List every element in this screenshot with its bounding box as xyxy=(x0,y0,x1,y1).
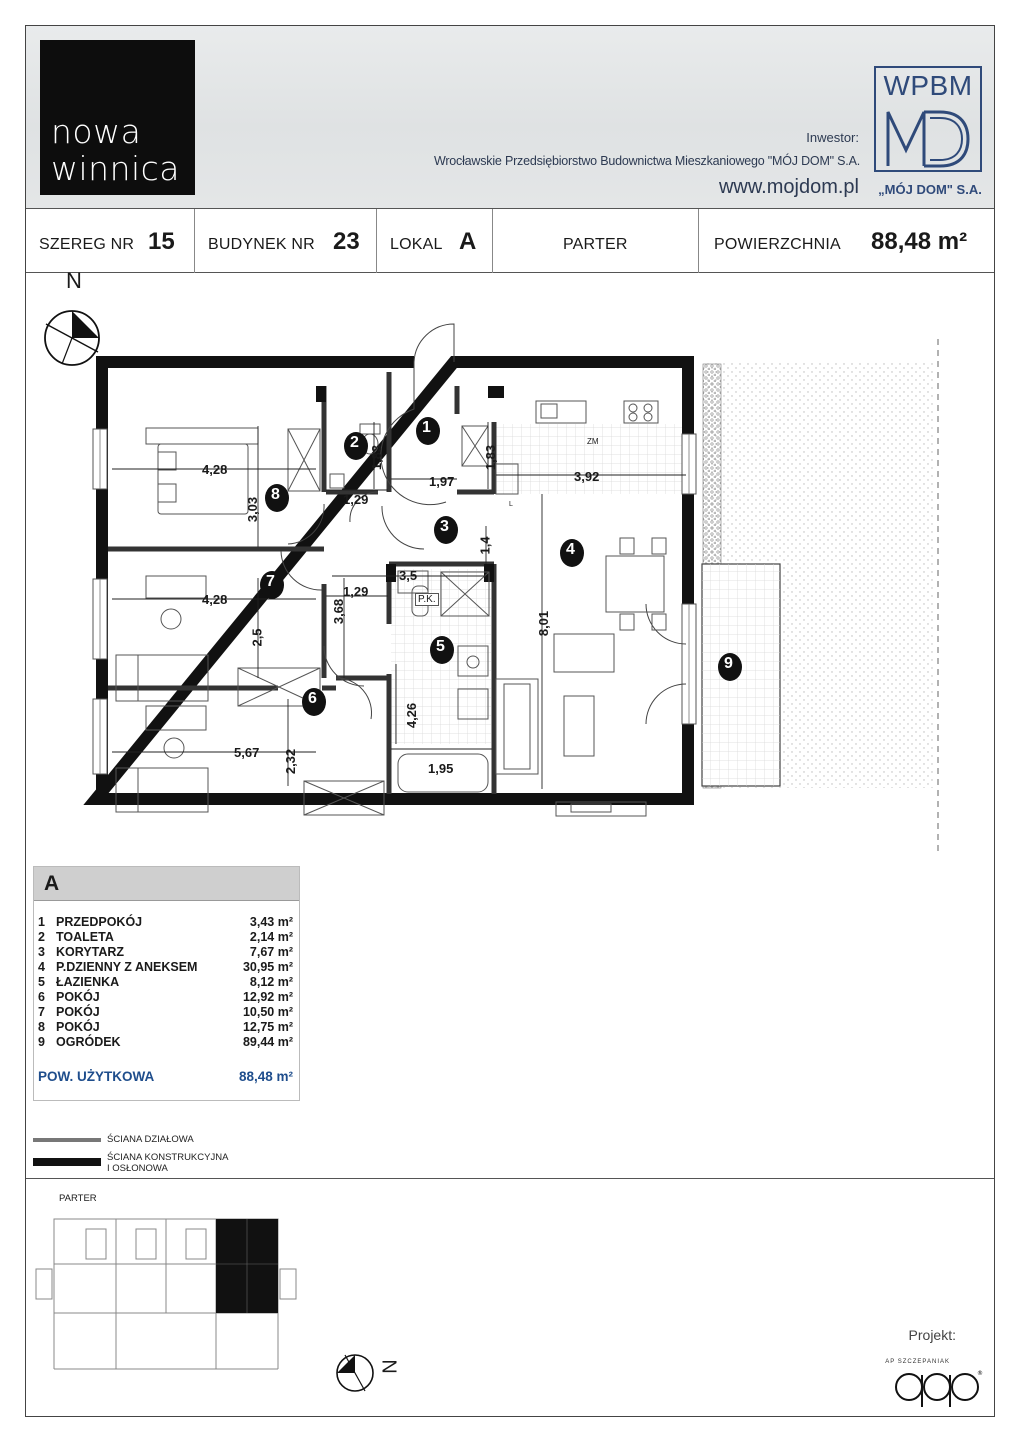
legend-row xyxy=(38,990,293,1005)
wall-key-structural xyxy=(33,1152,263,1176)
legend-row xyxy=(38,1035,293,1050)
room-legend xyxy=(33,866,300,1101)
dim-bedroom8-depth: 3,03 xyxy=(245,496,261,523)
structural-wall-label-1: ŚCIANA KONSTRUKCYJNA xyxy=(107,1152,229,1163)
room-number-8[interactable]: 8 xyxy=(271,486,280,503)
legend-row-number: 2 xyxy=(38,930,45,944)
legend-row-area: 8,12 m² xyxy=(249,975,293,989)
budynek-value: 23 xyxy=(333,228,360,255)
area-value: 88,48 m² xyxy=(871,228,968,255)
lokal-cell xyxy=(377,209,493,273)
legend-row-area: 2,14 m² xyxy=(249,930,293,944)
dim-bedroom6-width: 5,67 xyxy=(234,745,260,760)
legend-row-area: 12,92 m² xyxy=(242,990,293,1004)
dim-corridor-length2: 3,68 xyxy=(331,598,347,625)
dim-kitchen-width: 3,92 xyxy=(574,469,600,484)
legend-row-number: 5 xyxy=(38,975,45,989)
fridge-label: ZM xyxy=(587,437,599,446)
room-number-9[interactable]: 9 xyxy=(724,655,733,672)
investor-name: Wrocławskie Przedsiębiorstwo Budownictwa Mieszkaniowego "MÓJ DOM" S.A. xyxy=(433,154,860,168)
budynek-cell xyxy=(195,209,377,273)
partition-wall-swatch xyxy=(33,1138,101,1142)
room-number-2[interactable]: 2 xyxy=(350,434,359,451)
dim-bathroom-depth: 4,26 xyxy=(404,702,420,729)
dim-corridor-length: 3,5 xyxy=(399,568,418,583)
logo-line2: winnica xyxy=(51,149,181,188)
room-number-4[interactable]: 4 xyxy=(566,541,575,558)
legend-row-name: POKÓJ xyxy=(56,1020,100,1034)
architect-name: AP SZCZEPANIAK xyxy=(885,1359,950,1365)
dim-bedroom8-width: 4,28 xyxy=(202,462,228,477)
legend-row-area: 10,50 m² xyxy=(242,1005,293,1019)
legend-row-area: 12,75 m² xyxy=(242,1020,293,1034)
usable-area-value: 88,48 m² xyxy=(238,1069,293,1084)
szereg-label: SZEREG NR xyxy=(39,236,135,253)
usable-area-summary xyxy=(38,1069,293,1084)
area-cell xyxy=(699,209,994,273)
legend-row-name: TOALETA xyxy=(56,930,114,944)
key-plan-north-label: N xyxy=(379,1359,402,1374)
floor-plan xyxy=(26,268,994,854)
dim-wc-depth: 1,83 xyxy=(369,444,385,471)
room-number-1[interactable]: 1 xyxy=(422,419,431,436)
legend-row xyxy=(38,915,293,930)
l-label: L xyxy=(509,501,513,508)
legend-row-name: OGRÓDEK xyxy=(56,1035,121,1049)
north-compass-icon xyxy=(45,311,99,365)
room-number-3[interactable]: 3 xyxy=(440,518,449,535)
dim-bedroom7-depth: 2,5 xyxy=(249,628,265,647)
sheet-frame xyxy=(25,25,995,1417)
legend-row-name: ŁAZIENKA xyxy=(56,975,120,989)
wpbm-tagline: „MÓJ DOM" S.A. xyxy=(878,182,982,197)
usable-area-label: POW. UŻYTKOWA xyxy=(38,1069,155,1084)
lokal-label: LOKAL xyxy=(390,236,443,253)
structural-wall-label-2: I OSŁONOWA xyxy=(107,1163,168,1174)
footer xyxy=(26,1178,994,1418)
legend-row xyxy=(38,975,293,990)
floor-cell xyxy=(493,209,699,273)
svg-text:®: ® xyxy=(977,1370,983,1377)
header xyxy=(26,26,994,209)
key-plan-label: PARTER xyxy=(59,1193,97,1204)
lokal-value: A xyxy=(459,228,477,255)
wall-key-partition xyxy=(33,1134,263,1148)
legend-row-number: 9 xyxy=(38,1035,45,1049)
dim-living-depth: 8,01 xyxy=(536,610,552,637)
legend-row-name: P.DZIENNY Z ANEKSEM xyxy=(56,960,198,974)
szereg-value: 15 xyxy=(148,228,175,255)
legend-row-area: 7,67 m² xyxy=(249,945,293,959)
dim-hall-depth: 1,83 xyxy=(483,444,499,471)
projekt-label: Projekt: xyxy=(908,1327,956,1343)
investor-label: Inwestor: xyxy=(806,130,859,145)
investor-website[interactable]: www.mojdom.pl xyxy=(718,176,859,198)
legend-row-area: 89,44 m² xyxy=(242,1035,293,1049)
room-number-5[interactable]: 5 xyxy=(436,638,445,655)
floor-label: PARTER xyxy=(563,236,628,253)
room-number-6[interactable]: 6 xyxy=(308,690,317,707)
legend-row-number: 4 xyxy=(38,960,45,974)
dim-bedroom7-width: 4,28 xyxy=(202,592,228,607)
legend-header xyxy=(34,867,299,901)
legend-row xyxy=(38,1005,293,1020)
info-bar xyxy=(26,209,994,273)
budynek-label: BUDYNEK NR xyxy=(208,236,315,253)
legend-row xyxy=(38,930,293,945)
legend-row-number: 8 xyxy=(38,1020,45,1034)
logo-line1: nowa xyxy=(51,112,142,151)
legend-title: A xyxy=(44,872,60,895)
wpbm-logo-text: WPBM xyxy=(883,70,973,101)
dim-bathroom-width: 1,95 xyxy=(428,761,454,776)
legend-row-number: 3 xyxy=(38,945,45,959)
legend-row xyxy=(38,1020,293,1035)
room-number-7[interactable]: 7 xyxy=(266,573,275,590)
dim-bedroom6-depth: 2,32 xyxy=(283,748,299,775)
key-plan-compass-icon xyxy=(333,1349,381,1397)
legend-row-name: PRZEDPOKÓJ xyxy=(56,915,143,929)
nowa-winnica-logo xyxy=(40,40,195,195)
legend-row-name: POKÓJ xyxy=(56,990,100,1004)
legend-row-number: 7 xyxy=(38,1005,45,1019)
structural-wall-swatch xyxy=(33,1158,101,1166)
legend-row-number: 1 xyxy=(38,915,45,929)
dim-corridor-width: 1,29 xyxy=(343,584,369,599)
legend-row-area: 3,43 m² xyxy=(249,915,293,929)
dim-wc-width: 1,29 xyxy=(343,492,369,507)
legend-row-area: 30,95 m² xyxy=(242,960,293,974)
szereg-cell xyxy=(26,209,195,273)
north-label: N xyxy=(66,268,82,293)
md-logo-icon xyxy=(884,106,972,168)
area-label: POWIERZCHNIA xyxy=(714,236,841,253)
legend-row-name: KORYTARZ xyxy=(56,945,125,959)
architect-logo-icon xyxy=(891,1367,986,1412)
dim-corridor-depth: 1,4 xyxy=(477,536,493,555)
legend-row-number: 6 xyxy=(38,990,45,1004)
legend-row-name: POKÓJ xyxy=(56,1005,100,1019)
wpbm-logo xyxy=(874,66,982,172)
legend-row xyxy=(38,945,293,960)
building-key-plan xyxy=(26,1209,326,1409)
pk-label: P.K. xyxy=(415,593,439,606)
dim-hall-width: 1,97 xyxy=(429,474,455,489)
partition-wall-label: ŚCIANA DZIAŁOWA xyxy=(107,1134,194,1145)
legend-row xyxy=(38,960,293,975)
